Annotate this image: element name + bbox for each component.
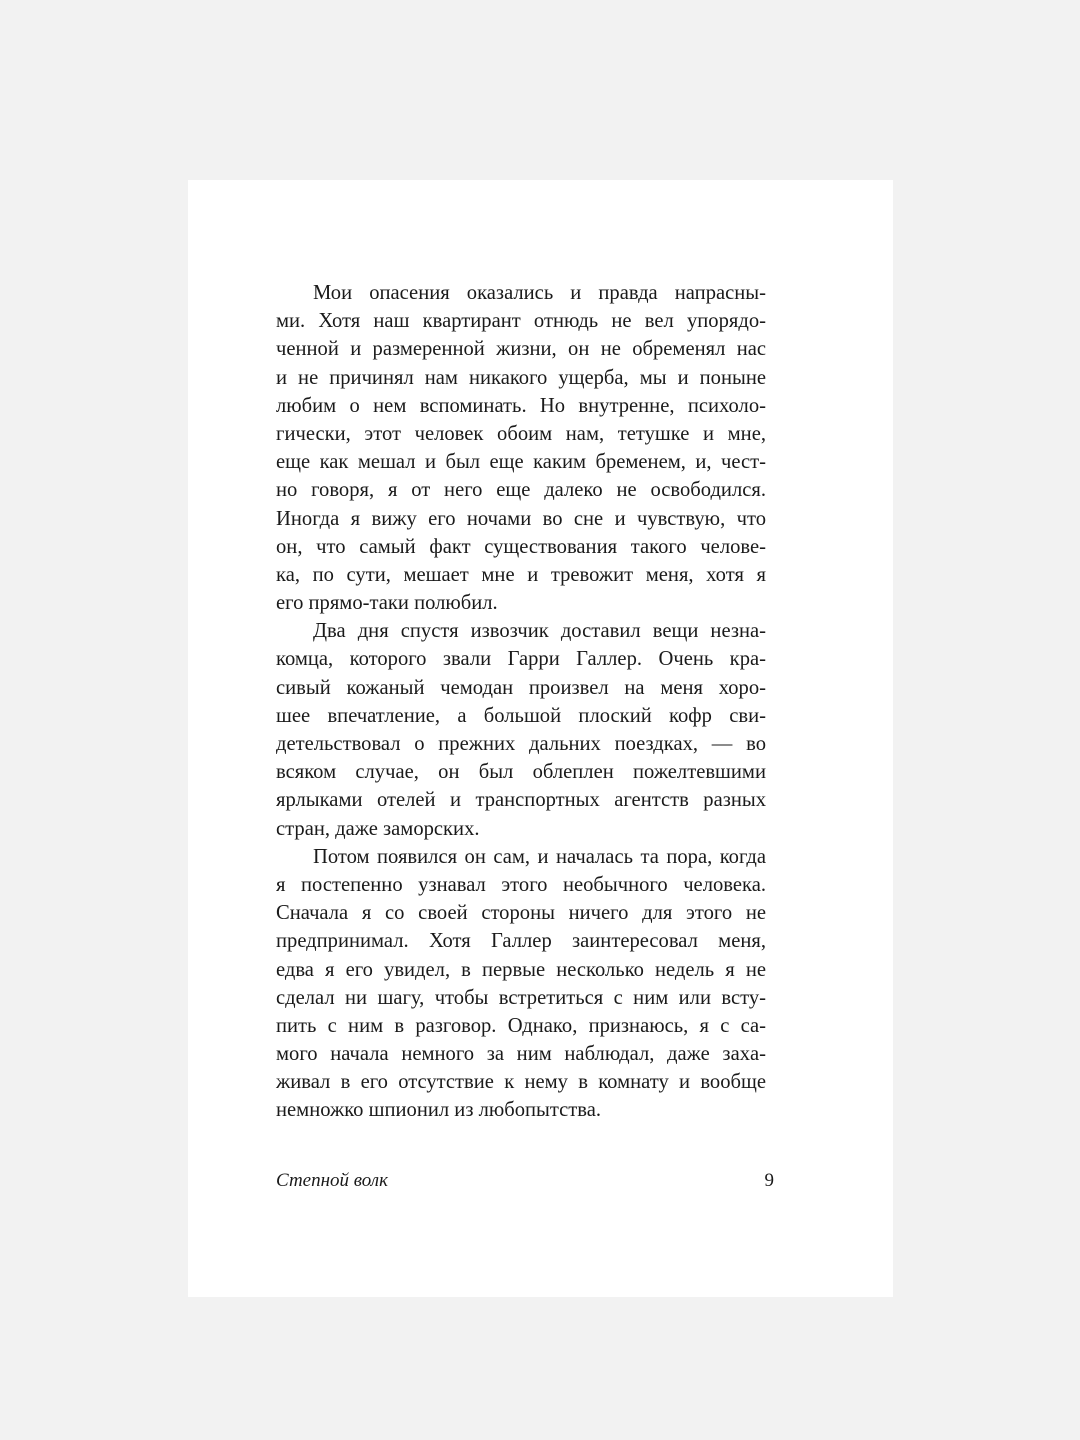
text-line: ка, по сути, мешает мне и тревожит меня, хотя я	[276, 563, 766, 586]
text-line: стран, даже заморских.	[276, 817, 480, 840]
text-line: ми. Хотя наш квартирант отнюдь не вел упорядо-	[276, 310, 766, 333]
text-line: но говоря, я от него еще далеко не освободился.	[276, 479, 766, 502]
text-line: Иногда я вижу его ночами во сне и чувствую, что	[276, 507, 766, 530]
text-line: пить с ним в разговор. Однако, признаюсь, я с са-	[276, 1014, 766, 1037]
text-line: любим о нем вспоминать. Но внутренне, психоло-	[276, 394, 766, 417]
text-line: и не причинял нам никакого ущерба, мы и поныне	[276, 366, 766, 389]
text-line: его прямо-таки полюбил.	[276, 592, 498, 615]
text-line: Два дня спустя извозчик доставил вещи незна-	[313, 620, 766, 643]
running-title: Степной волк	[276, 1170, 388, 1191]
text-line: шее впечатление, а большой плоский кофр сви-	[276, 704, 766, 727]
text-line: ченной и размеренной жизни, он не обременял нас	[276, 338, 766, 361]
text-line: Сначала я со своей стороны ничего для этого не	[276, 902, 766, 925]
text-line: едва я его увидел, в первые несколько недель я не	[276, 958, 766, 981]
text-line: гически, этот человек обоим нам, тетушке и мне,	[276, 422, 766, 445]
text-line: живал в его отсутствие к нему в комнату и вообще	[276, 1071, 766, 1094]
text-line: Мои опасения оказались и правда напрасны-	[313, 282, 766, 304]
text-line: я постепенно узнавал этого необычного человека.	[276, 873, 766, 896]
text-line: Потом появился он сам, и началась та пора, когда	[313, 845, 766, 868]
text-line: сделал ни шагу, чтобы встретиться с ним или всту-	[276, 986, 766, 1009]
page-number: 9	[764, 1170, 774, 1191]
text-line: мого начала немного за ним наблюдал, даже захa-	[276, 1043, 766, 1066]
text-line: он, что самый факт существования такого челове-	[276, 535, 766, 558]
text-line: немножко шпионил из любопытства.	[276, 1099, 602, 1122]
text-line: всяком случае, он был облеплен пожелтевшими	[276, 761, 766, 784]
text-line: сивый кожаный чемодан произвел на меня хоро-	[276, 676, 766, 699]
text-line: еще как мешал и был еще каким бременем, и, чест-	[276, 451, 766, 474]
text-line: предпринимал. Хотя Галлер заинтересовал меня,	[276, 930, 766, 953]
text-line: комца, которого звали Гарри Галлер. Очень кра-	[276, 648, 766, 671]
text-line: ярлыками отелей и транспортных агентств разных	[276, 789, 766, 812]
text-line: детельствовал о прежних дальних поездках, — во	[276, 733, 766, 755]
book-page	[188, 180, 893, 1297]
body-text	[276, 279, 766, 1125]
